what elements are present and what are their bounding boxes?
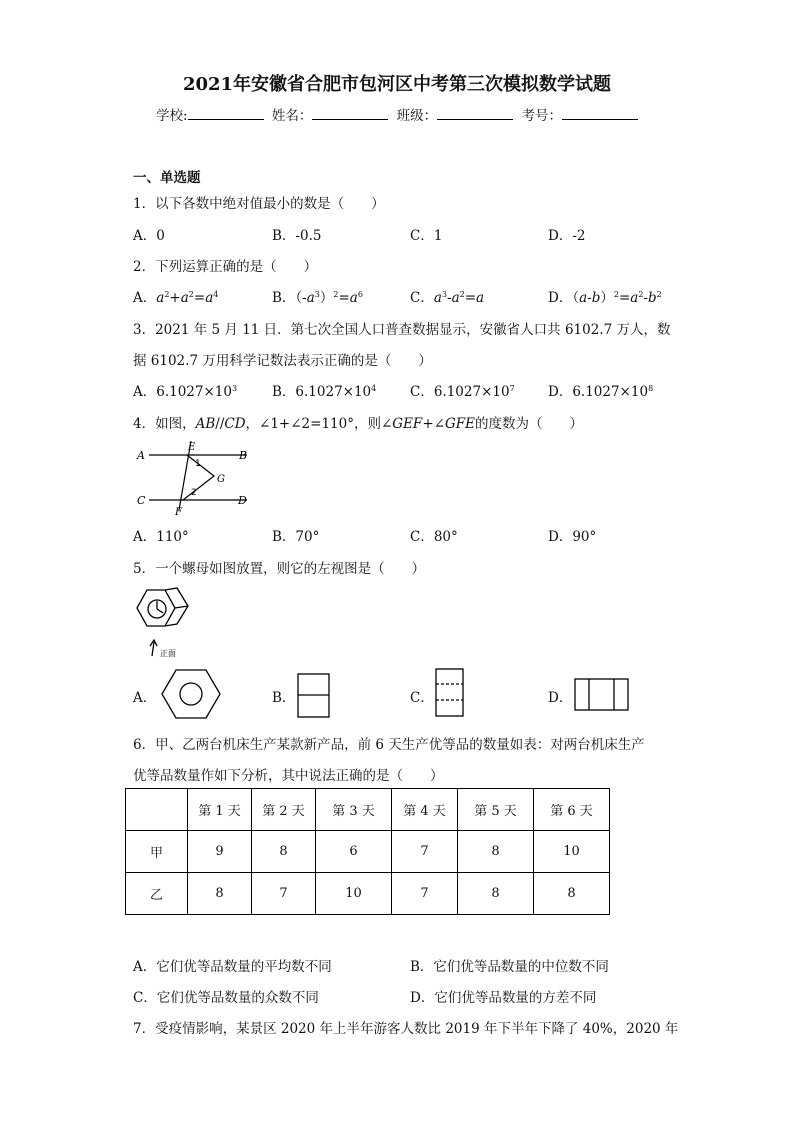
nut-front-face bbox=[137, 590, 175, 626]
q7-stem-line1: 7．受疫情影响，某景区 2020 年上半年游客人数比 2019 年下半年下降了 40%，2020 年 bbox=[133, 1021, 679, 1037]
school-label: 学校: bbox=[156, 108, 188, 124]
q4-option-a: A．110° bbox=[133, 529, 189, 545]
q2-stem: 2．下列运算正确的是（ ） bbox=[133, 259, 318, 275]
q4-figure bbox=[135, 438, 255, 518]
q4-option-d: D．90° bbox=[548, 529, 597, 545]
name-blank[interactable] bbox=[312, 107, 388, 120]
q5-stem: 5．一个螺母如图放置，则它的左视图是（ ） bbox=[133, 561, 426, 577]
q1-option-a: A．0 bbox=[133, 228, 165, 244]
q3-option-b: B．$6.1027\times 10^4$ bbox=[272, 384, 377, 400]
q1-option-d: D．-2 bbox=[548, 228, 586, 244]
q1-option-b: B．-0.5 bbox=[272, 228, 322, 244]
label-e: E bbox=[188, 442, 196, 453]
section-heading: 一、单选题 bbox=[133, 170, 201, 186]
q6-stem-line1: 6．甲、乙两台机床生产某款新产品，前 6 天生产优等品的数量如表：对两台机床生产 bbox=[133, 737, 645, 753]
q4-stem-suffix: 的度数为（ ） bbox=[474, 416, 583, 432]
table-header-cell: 第 3 天 bbox=[316, 789, 392, 831]
table-cell: 10 bbox=[534, 831, 610, 873]
angle-2-label: 2 bbox=[191, 488, 197, 498]
q4-stem: 4．如图，AB//CD，∠1+∠2=110°，则∠GEF+∠GFE的度数为（ ） bbox=[133, 416, 583, 432]
table-cell: 8 bbox=[252, 831, 316, 873]
exam-no-blank[interactable] bbox=[562, 107, 638, 120]
q5-option-d: D． bbox=[548, 690, 573, 706]
table-header-cell: 第 6 天 bbox=[534, 789, 610, 831]
table-cell: 9 bbox=[188, 831, 252, 873]
label-b: B bbox=[239, 449, 248, 462]
table-cell: 甲 bbox=[126, 831, 188, 873]
q5-option-a: A． bbox=[133, 690, 157, 706]
q5-option-c: C． bbox=[410, 690, 434, 706]
label-f: F bbox=[175, 507, 182, 518]
q2-option-b: B．$(-a^3)^2=a^6$ bbox=[272, 290, 363, 306]
table-row bbox=[126, 873, 610, 915]
q1-option-c: C．1 bbox=[410, 228, 443, 244]
table-cell: 7 bbox=[392, 873, 458, 915]
class-label: 班级： bbox=[396, 108, 438, 124]
table-cell: 7 bbox=[252, 873, 316, 915]
q1-stem: 1．以下各数中绝对值最小的数是（ ） bbox=[133, 196, 385, 212]
q3-option-c: C．$6.1027\times 10^7$ bbox=[410, 384, 515, 400]
q6-option-a: A．它们优等品数量的平均数不同 bbox=[133, 959, 332, 975]
student-info-line bbox=[0, 104, 794, 124]
q2-option-d: D．$(a-b)^2=a^2-b^2$ bbox=[548, 290, 662, 306]
table-cell: 8 bbox=[188, 873, 252, 915]
table-row bbox=[126, 831, 610, 873]
q2-option-a: A．$a^2+a^2=a^4$ bbox=[133, 290, 219, 306]
table-cell: 10 bbox=[316, 873, 392, 915]
q3-option-a: A．$6.1027\times 10^3$ bbox=[133, 384, 238, 400]
table-header-cell: 第 5 天 bbox=[458, 789, 534, 831]
q5-option-b-figure bbox=[297, 673, 331, 719]
q3-stem-line1: 3．2021 年 5 月 11 日．第七次全国人口普查数据显示，安徽省人口共 6102.7 万人，数 bbox=[133, 322, 671, 338]
table-header-row bbox=[126, 789, 610, 831]
exam-no-label: 考号： bbox=[521, 108, 562, 124]
page-title: 2021年安徽省合肥市包河区中考第三次模拟数学试题 bbox=[182, 74, 612, 95]
q2-option-c: C．$a^3-a^2=a$ bbox=[410, 290, 485, 306]
q5-nut-figure bbox=[133, 582, 203, 660]
table-header-cell: 第 4 天 bbox=[392, 789, 458, 831]
q6-table bbox=[125, 788, 610, 915]
q3-option-d: D．$6.1027\times 10^8$ bbox=[548, 384, 654, 400]
school-blank[interactable] bbox=[188, 107, 264, 120]
table-header-cell: 第 1 天 bbox=[188, 789, 252, 831]
front-label: 正面 bbox=[160, 649, 176, 658]
table-cell: 8 bbox=[458, 873, 534, 915]
front-arrow bbox=[152, 642, 154, 656]
label-a: A bbox=[137, 449, 145, 462]
q5-option-d-figure bbox=[574, 678, 630, 712]
q5-option-a-figure bbox=[160, 668, 222, 720]
q5-option-b: B． bbox=[272, 690, 296, 706]
q6-option-d: D．它们优等品数量的方差不同 bbox=[410, 990, 597, 1006]
label-c: C bbox=[137, 494, 146, 507]
q5-option-c-figure bbox=[435, 668, 465, 718]
label-d: D bbox=[238, 494, 247, 507]
table-cell: 乙 bbox=[126, 873, 188, 915]
q6-stem-line2: 优等品数量作如下分析，其中说法正确的是（ ） bbox=[133, 768, 444, 784]
q6-option-c: C．它们优等品数量的众数不同 bbox=[133, 990, 319, 1006]
q4-option-b: B．70° bbox=[272, 529, 320, 545]
q6-option-b: B．它们优等品数量的中位数不同 bbox=[410, 959, 609, 975]
class-blank[interactable] bbox=[437, 107, 513, 120]
table-cell: 6 bbox=[316, 831, 392, 873]
q4-stem-prefix: 4．如图， bbox=[133, 416, 196, 432]
table-cell: 8 bbox=[534, 873, 610, 915]
table-cell: 8 bbox=[458, 831, 534, 873]
name-label: 姓名： bbox=[271, 108, 313, 124]
angle-1-label: 1 bbox=[195, 459, 201, 469]
q4-option-c: C．80° bbox=[410, 529, 458, 545]
table-cell: 7 bbox=[392, 831, 458, 873]
q3-stem-line2: 据 6102.7 万用科学记数法表示正确的是（ ） bbox=[133, 353, 432, 369]
table-header-cell bbox=[126, 789, 188, 831]
label-g: G bbox=[217, 474, 225, 485]
table-header-cell: 第 2 天 bbox=[252, 789, 316, 831]
